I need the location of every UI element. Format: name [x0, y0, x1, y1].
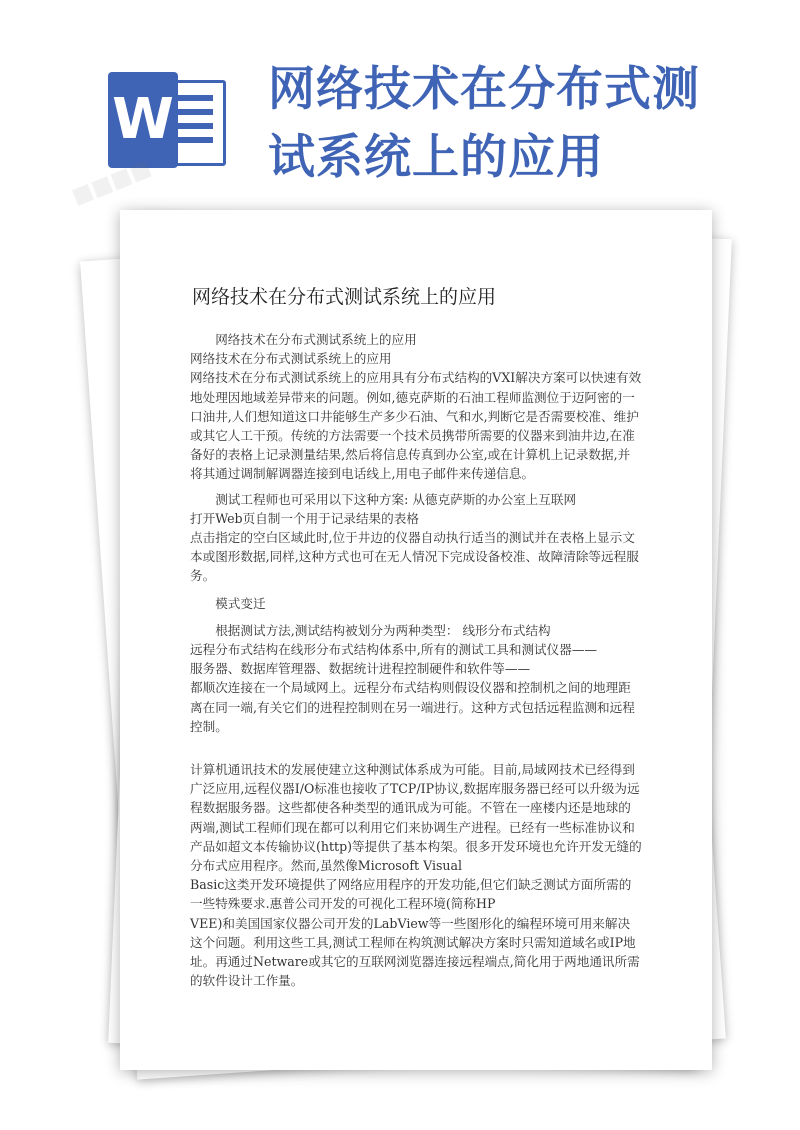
watermark: ■■■■	[68, 155, 155, 210]
paragraph: 根据测试方法,测试结构被划分为两种类型： 线形分布式结构	[215, 622, 551, 638]
page-heading: 网络技术在分布式测试系统上的应用	[192, 286, 497, 308]
paragraph: Basic这类开发环境提供了网络应用程序的开发功能,但它们缺乏测试方面所需的一些特殊要求.惠普公司开发的可视化工程环境(简称HP	[190, 877, 632, 912]
paragraph: 点击指定的空白区域此时,位于井边的仪器自动执行适当的测试并在表格上显示文本或图形数据,同样,这种方式也可在无人情况下完成设备校准、故障清除等远程服务。	[190, 530, 639, 584]
paragraph: 计算机通讯技术的发展使建立这种测试体系成为可能。目前,局域网技术已经得到广泛应用,远程仪器I/O标准也接收了TCP/IP协议,数据库服务器已经可以升级为远程数据服务器。这些都使各种类型的通讯成为可能。不管在一座楼内还是地球的两端,测试工程师们现在都可以利用它们来协调生产进程。已经有一些标准协议和产品如超文本传输协议(http)等提供了基本构架。很多开发环境也允许开发无缝的分布式应用程序。然而,虽然像Microsoft Visual	[190, 762, 642, 874]
section-heading: 模式变迁	[215, 595, 266, 611]
paragraph: 远程分布式结构在线形分布式结构体系中,所有的测试工具和测试仪器——	[190, 642, 598, 658]
paragraph: 测试工程师也可采用以下这种方案: 从德克萨斯的办公室上互联网	[215, 491, 577, 507]
paragraph: VEE)和美国国家仪器公司开发的LabView等一些图形化的编程环境可用来解决这个问题。利用这些工具,测试工程师在构筑测试解决方案时只需知道域名或IP地址。再通过Netware或其它的互联网浏览器连接远程端点,简化用于两地通讯所需的软件设计工作量。	[190, 915, 640, 989]
paragraph: 都顺次连接在一个局域网上。远程分布式结构则假设仪器和控制机之间的地理距离在同一端,有关它们的进程控制则在另一端进行。这种方式包括远程监测和远程控制。	[190, 680, 635, 734]
paragraph: 网络技术在分布式测试系统上的应用	[190, 351, 392, 367]
paragraph: 打开Web页自制一个用于记录结果的表格	[190, 510, 419, 526]
paragraph: 网络技术在分布式测试系统上的应用	[215, 332, 417, 347]
document-title: 网络技术在分布式测试系统上的应用	[268, 62, 700, 185]
paragraph: 服务器、数据库管理器、数据统计进程控制硬件和软件等——	[190, 661, 531, 677]
word-letter: W	[108, 72, 178, 168]
document-body	[190, 330, 642, 991]
word-icon	[108, 72, 220, 168]
paragraph: 网络技术在分布式测试系统上的应用具有分布式结构的VXI解决方案可以快速有效地处理因地域差异带来的问题。例如,德克萨斯的石油工程师监测位于迈阿密的一口油井,人们想知道这口井能够生产多少石油、气和水,判断它是否需要校准、维护或其它人工干预。传统的方法需要一个技术员携带所需要的仪器来到油井边,在准备好的表格上记录测量结果,然后将信息传真到办公室,或在计算机上记录数据,并将其通过调制解调器连接到电话线上,用电子邮件来传递信息。	[190, 370, 642, 482]
